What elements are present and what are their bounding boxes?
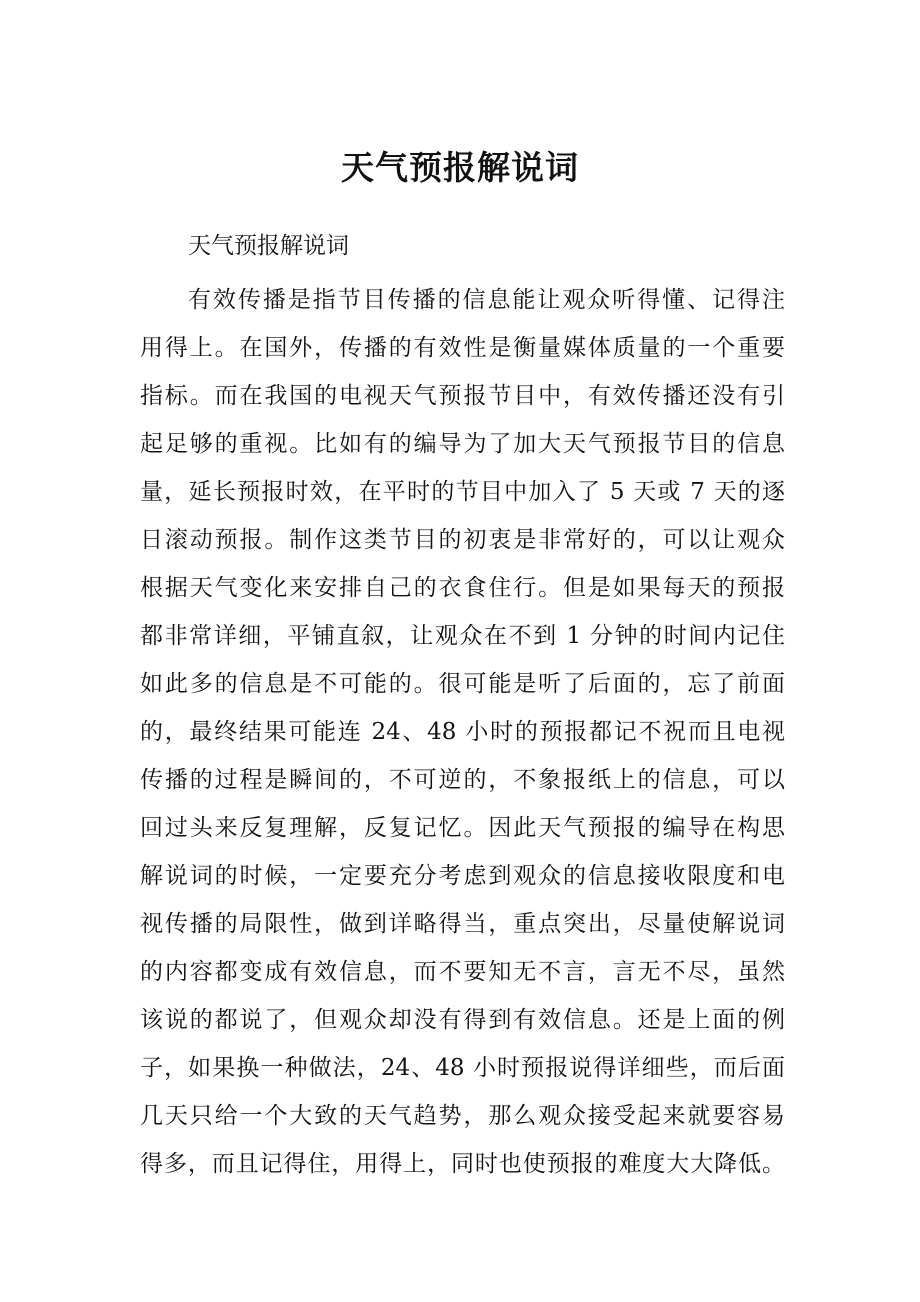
paragraph-line: 得多，而且记得住，用得上，同时也使预报的难度大大降低。 xyxy=(140,1151,785,1177)
paragraph-line: 的，最终结果可能连 24、48 小时的预报都记不祝而且电视 xyxy=(140,719,785,745)
paragraph-line: 日滚动预报。制作这类节目的初衷是非常好的，可以让观众 xyxy=(140,527,785,553)
paragraph-line: 回过头来反复理解，反复记忆。因此天气预报的编导在构思 xyxy=(140,815,785,841)
paragraph-line: 该说的都说了，但观众却没有得到有效信息。还是上面的例 xyxy=(140,1007,785,1033)
paragraph-line: 根据天气变化来安排自己的衣食住行。但是如果每天的预报 xyxy=(140,575,785,601)
document-subtitle: 天气预报解说词 xyxy=(188,233,349,259)
body-paragraph xyxy=(140,276,785,1188)
paragraph-line: 解说词的时候，一定要充分考虑到观众的信息接收限度和电 xyxy=(140,863,785,889)
paragraph-line: 用得上。在国外，传播的有效性是衡量媒体质量的一个重要 xyxy=(140,335,785,361)
paragraph-line: 传播的过程是瞬间的，不可逆的，不象报纸上的信息，可以 xyxy=(140,767,785,793)
paragraph-line: 视传播的局限性，做到详略得当，重点突出，尽量使解说词 xyxy=(140,911,785,937)
paragraph-line: 都非常详细，平铺直叙，让观众在不到 1 分钟的时间内记住 xyxy=(140,623,785,649)
paragraph-line: 起足够的重视。比如有的编导为了加大天气预报节目的信息 xyxy=(140,431,785,457)
paragraph-line: 有效传播是指节目传播的信息能让观众听得懂、记得注 xyxy=(188,287,785,313)
paragraph-line: 子，如果换一种做法，24、48 小时预报说得详细些，而后面 xyxy=(140,1055,785,1081)
paragraph-line: 的内容都变成有效信息，而不要知无不言，言无不尽，虽然 xyxy=(140,959,785,985)
document-title: 天气预报解说词 xyxy=(341,148,579,187)
paragraph-line: 如此多的信息是不可能的。很可能是听了后面的，忘了前面 xyxy=(140,671,785,697)
paragraph-line: 量，延长预报时效，在平时的节目中加入了 5 天或 7 天的逐 xyxy=(140,479,785,505)
paragraph-line: 指标。而在我国的电视天气预报节目中，有效传播还没有引 xyxy=(140,383,785,409)
paragraph-line: 几天只给一个大致的天气趋势，那么观众接受起来就要容易 xyxy=(140,1103,785,1129)
